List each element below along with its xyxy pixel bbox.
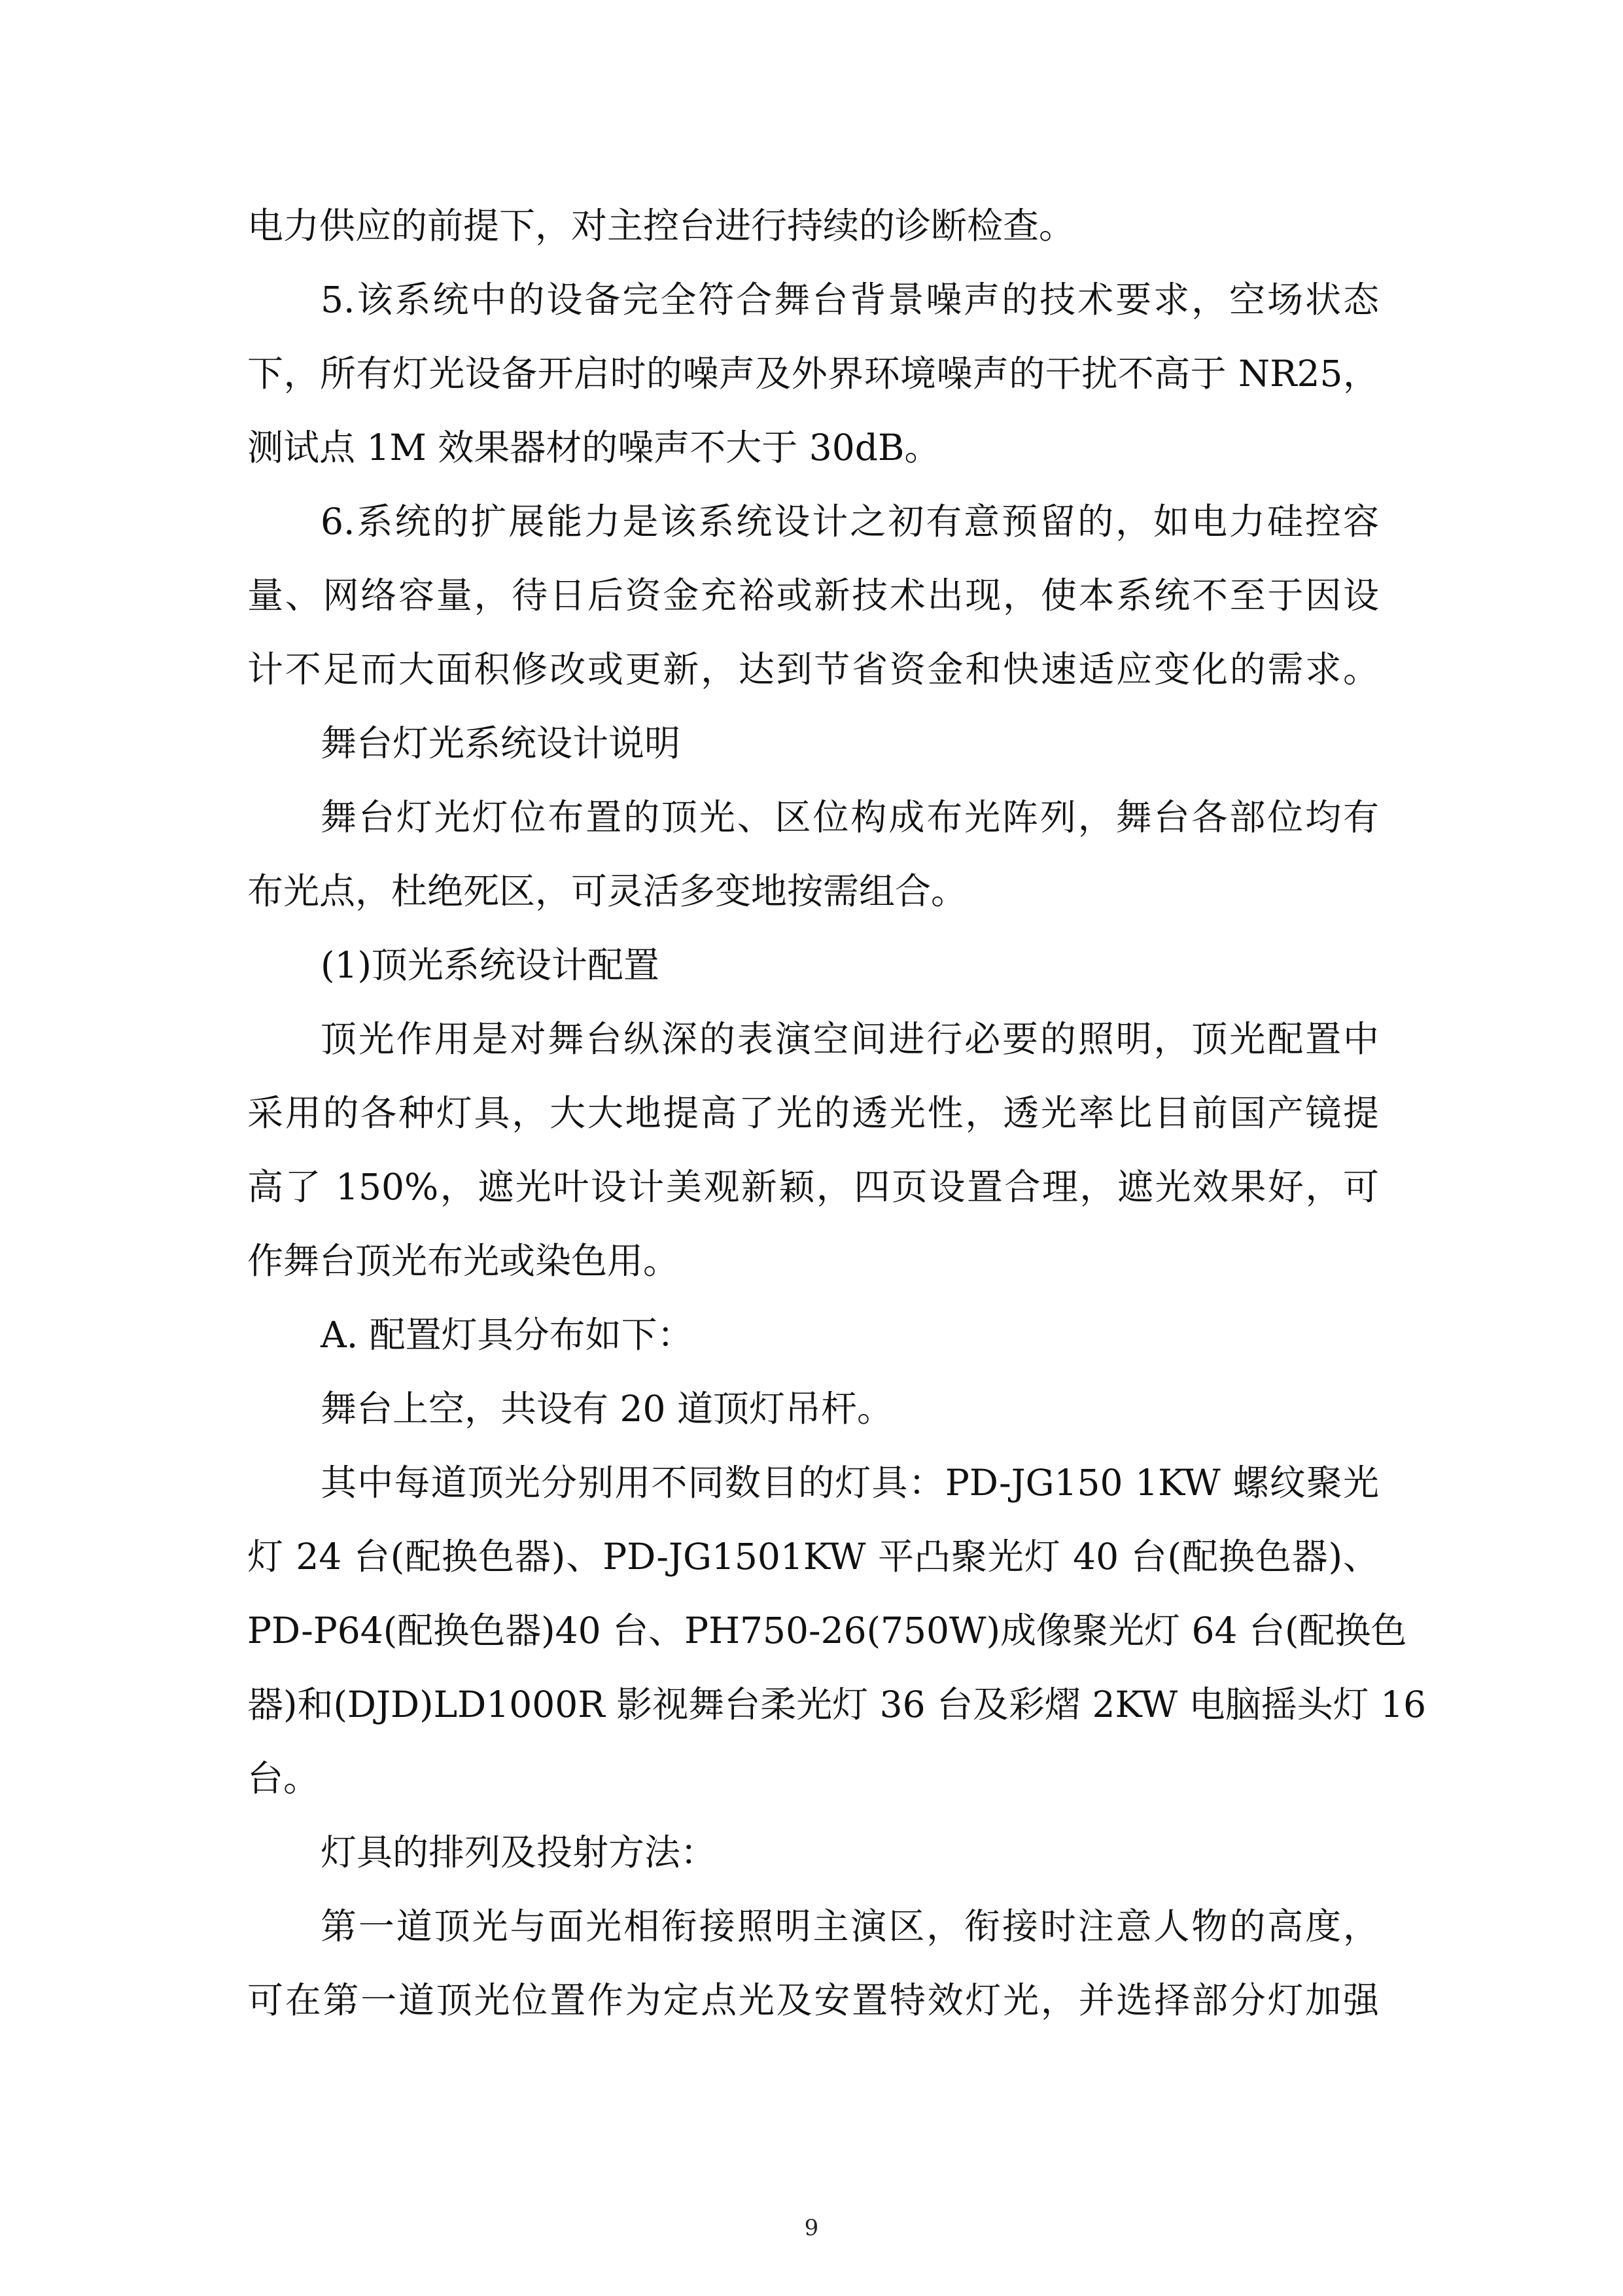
text-line-25: 可在第一道顶光位置作为定点光及安置特效灯光，并选择部分灯加强 [247,1979,1379,2021]
text-line-3: 下，所有灯光设备开启时的噪声及外界环境噪声的干扰不高于 NR25， [247,353,1379,395]
section-heading: 舞台灯光系统设计说明 [321,722,681,764]
text-line-13: 采用的各种灯具，大大地提高了光的透光性，透光率比目前国产镜提 [247,1092,1379,1134]
text-line-10: 布光点，杜绝死区，可灵活多变地按需组合。 [247,870,968,912]
text-line-2: 5.该系统中的设备完全符合舞台背景噪声的技术要求，空场状态 [321,279,1379,321]
text-line-12: 顶光作用是对舞台纵深的表演空间进行必要的照明，顶光配置中 [321,1018,1379,1060]
subsection-heading: (1)顶光系统设计配置 [321,944,659,986]
text-line-17: 舞台上空，共设有 20 道顶灯吊杆。 [321,1388,893,1430]
list-heading-a: A. 配置灯具分布如下： [321,1314,693,1356]
text-line-19: 灯 24 台(配换色器)、PD-JG1501KW 平凸聚光灯 40 台(配换色器)、 [247,1536,1379,1578]
text-line-4: 测试点 1M 效果器材的噪声不大于 30dB。 [247,427,941,468]
text-line-23: 灯具的排列及投射方法： [321,1831,717,1873]
text-line-6: 量、网络容量，待日后资金充裕或新技术出现，使本系统不至于因设 [247,574,1379,616]
text-line-9: 舞台灯光灯位布置的顶光、区位构成布光阵列，舞台各部位均有 [321,796,1379,838]
text-line-15: 作舞台顶光布光或染色用。 [247,1240,680,1282]
text-line-24: 第一道顶光与面光相衔接照明主演区，衔接时注意人物的高度， [321,1905,1379,1947]
text-line-20: PD-P64(配换色器)40 台、PH750-26(750W)成像聚光灯 64 台(配换色 [247,1610,1407,1651]
text-line-22: 台。 [247,1757,320,1799]
text-line-1: 电力供应的前提下，对主控台进行持续的诊断检查。 [247,205,1075,247]
page-number: 9 [804,2215,819,2241]
text-line-5: 6.系统的扩展能力是该系统设计之初有意预留的，如电力硅控容 [321,501,1379,542]
text-line-14: 高了 150%，遮光叶设计美观新颖，四页设置合理，遮光效果好，可 [247,1166,1379,1208]
text-line-21: 器)和(DJD)LD1000R 影视舞台柔光灯 36 台及彩熠 2KW 电脑摇头灯 16 [247,1684,1427,1725]
text-line-18: 其中每道顶光分别用不同数目的灯具：PD-JG150 1KW 螺纹聚光 [321,1462,1379,1504]
text-line-7: 计不足而大面积修改或更新，达到节省资金和快速适应变化的需求。 [247,648,1379,690]
